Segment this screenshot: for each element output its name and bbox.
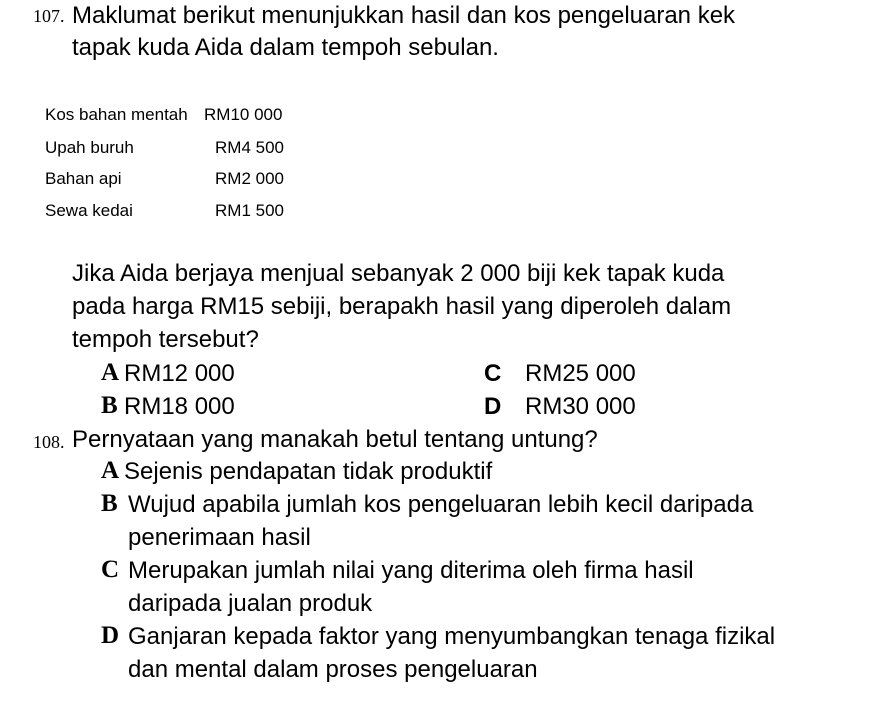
option-letter: B xyxy=(101,392,118,419)
option-text: daripada jualan produk xyxy=(128,590,373,617)
cost-item-amount: RM10 000 xyxy=(204,105,283,124)
cost-item-amount: RM2 000 xyxy=(215,169,284,188)
cost-item-amount: RM1 500 xyxy=(215,201,284,220)
option-text: dan mental dalam proses pengeluaran xyxy=(128,656,538,683)
option-text: Wujud apabila jumlah kos pengeluaran lebih kecil daripada xyxy=(128,491,754,518)
option-letter: A xyxy=(101,359,120,386)
option-letter: C xyxy=(101,556,120,583)
option-letter: B xyxy=(101,490,118,517)
question-stem-line: tapak kuda Aida dalam tempoh sebulan. xyxy=(72,34,499,61)
option-text: penerimaan hasil xyxy=(128,524,311,551)
option-letter: A xyxy=(101,457,120,484)
cost-item-label: Sewa kedai xyxy=(45,201,133,220)
cost-item-label: Upah buruh xyxy=(45,138,134,157)
option-text: RM12 000 xyxy=(124,360,235,387)
cost-item-amount: RM4 500 xyxy=(215,138,284,157)
option-text: RM25 000 xyxy=(525,360,636,387)
option-letter: D xyxy=(101,622,120,649)
cost-item-label: Kos bahan mentah xyxy=(45,105,188,124)
question-stem-line: Maklumat berikut menunjukkan hasil dan kos pengeluaran kek xyxy=(72,2,736,29)
option-letter: D xyxy=(484,393,502,420)
question-number: 108. xyxy=(33,432,65,452)
question-text-line: tempoh tersebut? xyxy=(72,326,259,353)
option-letter: C xyxy=(484,360,502,387)
option-text: RM18 000 xyxy=(124,393,235,420)
option-text: Merupakan jumlah nilai yang diterima oleh firma hasil xyxy=(128,557,694,584)
cost-item-label: Bahan api xyxy=(45,169,122,188)
question-number: 107. xyxy=(33,6,65,26)
option-text: RM30 000 xyxy=(525,393,636,420)
option-text: Ganjaran kepada faktor yang menyumbangkan tenaga fizikal xyxy=(128,623,776,650)
question-text-line: Jika Aida berjaya menjual sebanyak 2 000 biji kek tapak kuda xyxy=(72,260,725,287)
question-stem: Pernyataan yang manakah betul tentang untung? xyxy=(72,426,598,453)
option-text: Sejenis pendapatan tidak produktif xyxy=(124,458,493,485)
question-text-line: pada harga RM15 sebiji, berapakh hasil yang diperoleh dalam xyxy=(72,293,732,320)
